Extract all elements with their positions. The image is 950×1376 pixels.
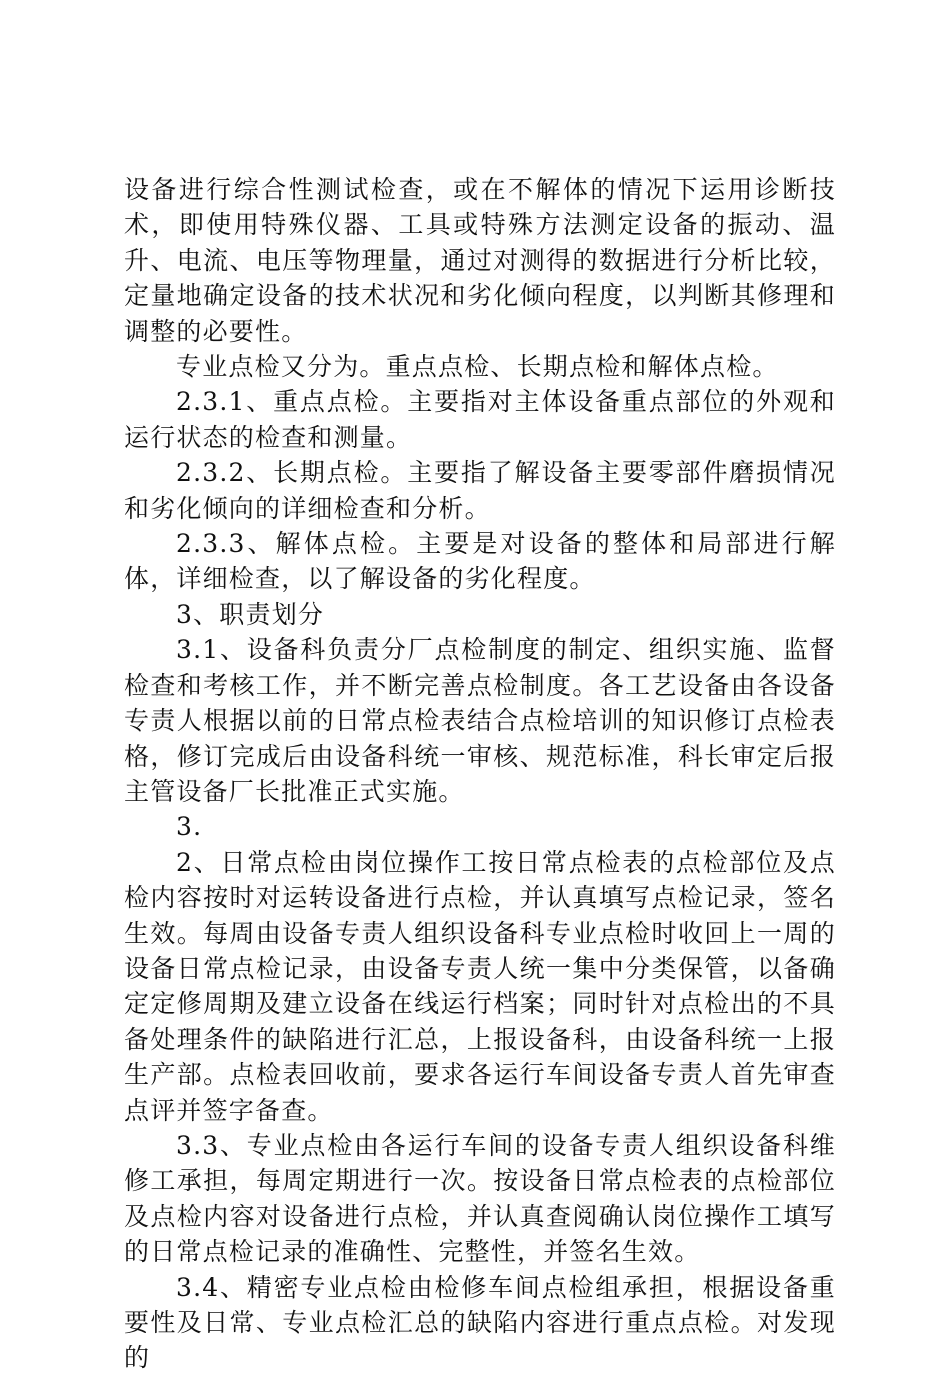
paragraph-3-prefix: 3. <box>176 812 203 842</box>
paragraph-3-1: 3.1、设备科负责分厂点检制度的制定、组织实施、监督检查和考核工作，并不断完善点检制度。各工艺设备由各设备专责人根据以前的日常点检表结合点检培训的知识修订点检表格，修订完成后由设备科统一审核、规范标准，科长审定后报主管设备厂长批准正式实施。 <box>124 635 836 806</box>
paragraph-3-3: 3.3、专业点检由各运行车间的设备专责人组织设备科维修工承担，每周定期进行一次。按设备日常点检表的点检部位及点检内容对设备进行点检，并认真查阅确认岗位操作工填写的日常点检记录的准确性、完整性，并签名生效。 <box>124 1130 836 1267</box>
paragraph-2-3-2: 2.3.2、长期点检。主要指了解设备主要零部件磨损情况和劣化倾向的详细检查和分析。 <box>124 458 836 523</box>
paragraph-professional-inspection: 专业点检又分为。重点点检、长期点检和解体点检。 <box>176 352 779 382</box>
paragraph-2-3-3: 2.3.3、解体点检。主要是对设备的整体和局部进行解体，详细检查，以了解设备的劣化程度。 <box>124 529 836 594</box>
paragraph-2-3-1: 2.3.1、重点点检。主要指对主体设备重点部位的外观和运行状态的检查和测量。 <box>124 387 836 452</box>
document-body <box>124 172 836 1376</box>
paragraph-3-4: 3.4、精密专业点检由检修车间点检组承担，根据设备重要性及日常、专业点检汇总的缺陷内容进行重点点检。对发现的 <box>124 1272 836 1373</box>
section-heading-responsibilities: 3、职责划分 <box>176 599 325 629</box>
paragraph-continuation: 设备进行综合性测试检查，或在不解体的情况下运用诊断技术，即使用特殊仪器、工具或特殊方法测定设备的振动、温升、电流、电压等物理量，通过对测得的数据进行分析比较，定量地确定设备的技术状况和劣化倾向程度，以判断其修理和调整的必要性。 <box>124 175 836 346</box>
paragraph-3-2: 2、日常点检由岗位操作工按日常点检表的点检部位及点检内容按时对运转设备进行点检，并认真填写点检记录，签名生效。每周由设备专责人组织设备科专业点检时收回上一周的设备日常点检记录，由设备专责人统一集中分类保管，以备确定定修周期及建立设备在线运行档案；同时针对点检出的不具备处理条件的缺陷进行汇总，上报设备科，由设备科统一上报生产部。点检表回收前，要求各运行车间设备专责人首先审查点评并签字备查。 <box>124 847 836 1125</box>
